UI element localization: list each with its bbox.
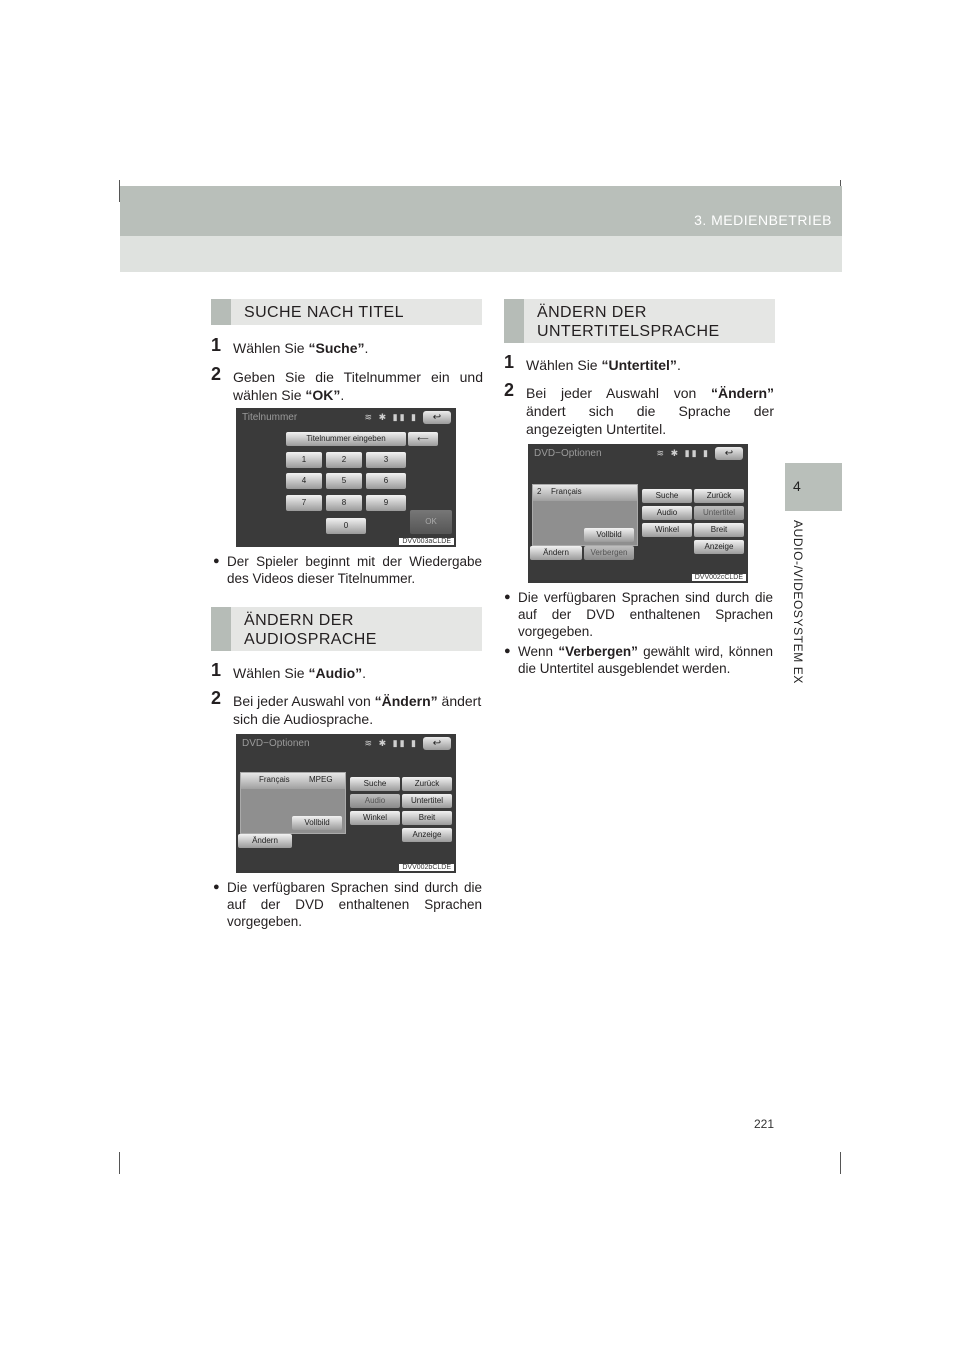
section-title: ÄNDERN DER AUDIOSPRACHE <box>244 612 377 648</box>
step-number: 1 <box>504 352 515 372</box>
winkel-button[interactable]: Winkel <box>642 523 692 537</box>
key-1[interactable]: 1 <box>286 452 322 468</box>
zurueck-button[interactable]: Zurück <box>402 777 452 791</box>
figure-code: DVV002cCLDE <box>692 574 746 581</box>
key-6[interactable]: 6 <box>366 473 406 489</box>
section-title: SUCHE NACH TITEL <box>244 304 404 321</box>
chapter-number: 4 <box>793 478 801 494</box>
header-subband <box>120 236 842 272</box>
back-button[interactable]: ↩ <box>423 411 451 424</box>
key-9[interactable]: 9 <box>366 495 406 511</box>
bullet-key: “Verbergen” <box>558 644 638 659</box>
section-heading-suche <box>211 299 482 325</box>
anzeige-button[interactable]: Anzeige <box>402 828 452 842</box>
back-button[interactable]: ↩ <box>423 737 451 750</box>
step-key: “Suche” <box>308 340 365 356</box>
step-text-end: ändert sich die Sprache der angezeigten Untertitel. <box>526 403 774 437</box>
zurueck-button[interactable]: Zurück <box>694 489 744 503</box>
step-number: 1 <box>211 335 222 355</box>
step-2 <box>504 380 774 438</box>
format-label: MPEG <box>309 775 333 784</box>
step-2 <box>211 364 483 404</box>
screen-title: DVD−Optionen <box>534 448 602 459</box>
chapter-title: 3. MEDIENBETRIEB <box>694 212 832 228</box>
ok-button[interactable]: OK <box>410 510 452 534</box>
step-number: 2 <box>211 364 222 384</box>
bullet-note: ● Die verfügbaren Sprachen sind durch die auf der DVD enthaltenen Sprachen vorgegeben. <box>227 879 482 930</box>
status-icons: ≋ ✱ ▮▮ ▮ <box>364 738 418 748</box>
screen-dvd-options-subtitle <box>528 444 748 583</box>
key-3[interactable]: 3 <box>366 452 406 468</box>
section-heading-untertitel <box>504 299 775 343</box>
step-number: 2 <box>211 688 222 708</box>
back-button[interactable]: ↩ <box>715 447 743 460</box>
breit-button[interactable]: Breit <box>402 811 452 825</box>
step-1 <box>211 660 483 682</box>
step-1 <box>504 352 776 374</box>
untertitel-button[interactable]: Untertitel <box>694 506 744 520</box>
key-0[interactable]: 0 <box>326 518 366 534</box>
bullet-text: Wenn <box>518 644 559 659</box>
screen-dvd-options-audio <box>236 734 456 873</box>
page-number: 221 <box>754 1117 775 1131</box>
bullet-note: ● Der Spieler beginnt mit der Wiedergabe des Videos dieser Titelnummer. <box>227 553 482 587</box>
screen-titelnummer <box>236 408 456 547</box>
suche-button[interactable]: Suche <box>642 489 692 503</box>
breit-button[interactable]: Breit <box>694 523 744 537</box>
screen-title: Titelnummer <box>242 412 298 423</box>
step-key: “Untertitel” <box>601 357 677 373</box>
figure-code: DVV003aCLDE <box>399 538 454 545</box>
section-title: ÄNDERN DER UNTERTITELSPRACHE <box>537 304 720 340</box>
key-4[interactable]: 4 <box>286 473 322 489</box>
untertitel-button[interactable]: Untertitel <box>402 794 452 808</box>
step-text: Wählen Sie <box>233 665 309 681</box>
panel-header <box>241 773 345 789</box>
backspace-button[interactable]: ⟵ <box>408 432 438 446</box>
step-2 <box>211 688 483 728</box>
step-text: Bei jeder Auswahl von <box>233 693 375 709</box>
step-punct: . <box>364 340 369 356</box>
key-7[interactable]: 7 <box>286 495 322 511</box>
audio-button[interactable]: Audio <box>642 506 692 520</box>
bullet-note: ● Die verfügbaren Sprachen sind durch die auf der DVD enthaltenen Sprachen vorgegeben. <box>518 589 773 640</box>
panel-header <box>533 485 637 501</box>
step-key: “Audio” <box>308 665 363 681</box>
language-number: 2 <box>537 487 542 496</box>
step-key: “Ändern” <box>711 385 774 401</box>
vollbild-button[interactable]: Vollbild <box>292 816 342 830</box>
title-number-field: Titelnummer eingeben <box>286 432 406 446</box>
key-2[interactable]: 2 <box>326 452 362 468</box>
step-number: 1 <box>211 660 222 680</box>
status-icons: ≋ ✱ ▮▮ ▮ <box>656 448 710 458</box>
audio-button[interactable]: Audio <box>350 794 400 808</box>
key-8[interactable]: 8 <box>326 495 362 511</box>
language-label: Français <box>259 775 290 784</box>
aendern-button[interactable]: Ändern <box>238 834 292 848</box>
language-label: Français <box>551 487 582 496</box>
winkel-button[interactable]: Winkel <box>350 811 400 825</box>
step-text: Bei jeder Auswahl von <box>526 385 711 401</box>
step-punct: . <box>340 387 345 403</box>
bullet-text-end: gewählt wird, können die Untertitel ausgeblendet werden. <box>518 644 774 676</box>
header-band <box>120 186 842 236</box>
suche-button[interactable]: Suche <box>350 777 400 791</box>
step-text: Geben Sie die Titelnummer ein und wählen Sie <box>233 369 483 403</box>
vollbild-button[interactable]: Vollbild <box>584 528 634 542</box>
step-punct: . <box>676 357 681 373</box>
key-5[interactable]: 5 <box>326 473 362 489</box>
aendern-button[interactable]: Ändern <box>530 546 582 560</box>
anzeige-button[interactable]: Anzeige <box>694 540 744 554</box>
verbergen-button[interactable]: Verbergen <box>584 546 634 560</box>
step-key: “OK” <box>305 387 341 403</box>
chapter-label: AUDIO-/VIDEOSYSTEM EX <box>791 520 805 684</box>
step-1 <box>211 335 483 357</box>
step-key: “Ändern” <box>374 693 438 709</box>
bullet-note <box>518 643 773 677</box>
crop-mark <box>119 1152 120 1174</box>
section-heading-audio <box>211 607 482 651</box>
step-number: 2 <box>504 380 515 400</box>
step-text: Wählen Sie <box>233 340 309 356</box>
status-icons: ≋ ✱ ▮▮ ▮ <box>364 412 418 422</box>
step-punct: . <box>362 665 367 681</box>
crop-mark <box>840 1152 841 1174</box>
step-text: Wählen Sie <box>526 357 602 373</box>
screen-title: DVD−Optionen <box>242 738 310 749</box>
figure-code: DVV002bCLDE <box>399 864 454 871</box>
step-text-end: ändert sich die Audiosprache. <box>233 693 482 727</box>
